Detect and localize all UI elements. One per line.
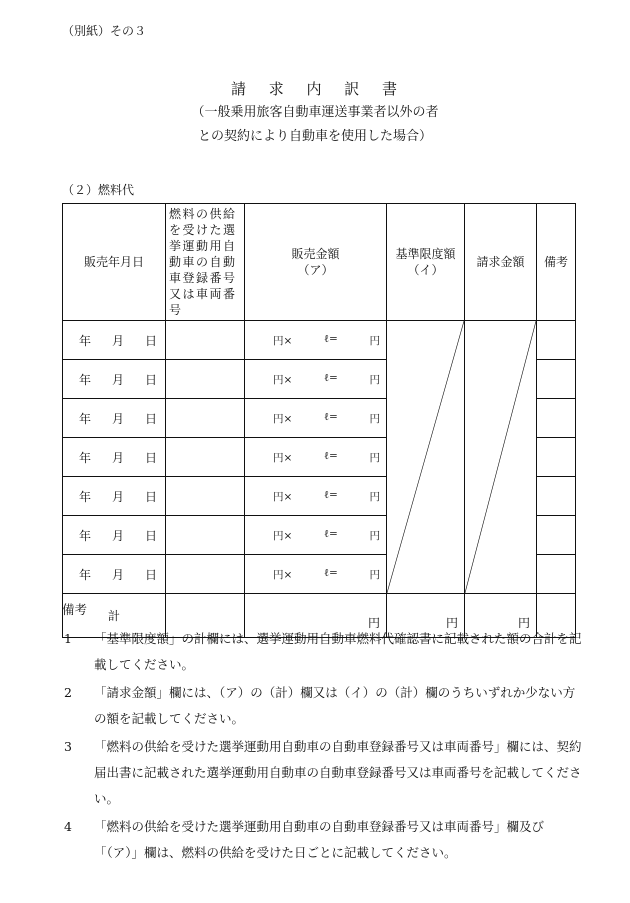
note-item: 3 「燃料の供給を受けた選挙運動用自動車の自動車登録番号又は車両番号」欄には、契約届出書に記載された選挙運動用自動車の自動車登録番号又は車両番号を記載してください。 <box>64 739 582 806</box>
header-sale-amount: 販売金額 （ア） <box>245 204 387 321</box>
sale-amount-cell[interactable]: 円× ℓ= 円 <box>245 399 387 438</box>
header-date: 販売年月日 <box>63 204 166 321</box>
vehicle-number-cell[interactable] <box>166 360 245 399</box>
vehicle-number-cell[interactable] <box>166 477 245 516</box>
remarks-cell[interactable] <box>537 399 576 438</box>
date-cell[interactable]: 年 月 日 <box>63 399 166 438</box>
remarks-cell[interactable] <box>537 321 576 360</box>
vehicle-number-cell[interactable] <box>166 438 245 477</box>
total-standard-limit[interactable]: 円 <box>387 594 465 638</box>
sale-amount-cell[interactable]: 円× ℓ= 円 <box>245 438 387 477</box>
remarks-cell[interactable] <box>537 555 576 594</box>
total-claim-amount[interactable]: 円 <box>465 594 537 638</box>
date-cell[interactable]: 年 月 日 <box>63 360 166 399</box>
date-cell[interactable]: 年 月 日 <box>63 555 166 594</box>
sale-amount-cell[interactable]: 円× ℓ= 円 <box>245 321 387 360</box>
document-title: 請 求 内 訳 書 <box>230 80 400 98</box>
date-cell[interactable]: 年 月 日 <box>63 516 166 555</box>
diagonal-line <box>387 321 464 593</box>
header-standard-limit: 基準限度額 （イ） <box>387 204 465 321</box>
vehicle-number-cell[interactable] <box>166 555 245 594</box>
attachment-label: （別紙）その３ <box>62 24 147 38</box>
date-cell[interactable]: 年 月 日 <box>63 438 166 477</box>
total-sale-amount[interactable]: 円 <box>245 594 387 638</box>
header-vehicle-number: 燃料の供給を受けた選挙運動用自動車の自動車登録番号又は車両番号 <box>166 204 245 321</box>
header-claim-amount: 請求金額 <box>465 204 537 321</box>
note-item: 4 「燃料の供給を受けた選挙運動用自動車の自動車登録番号又は車両番号」欄及び「（ア）」欄は、燃料の供給を受けた日ごとに記載してください。 <box>64 819 545 860</box>
vehicle-number-cell[interactable] <box>166 399 245 438</box>
table-header-row <box>63 204 576 321</box>
vehicle-number-cell[interactable] <box>166 516 245 555</box>
claim-amount-merged-cell <box>465 321 537 594</box>
header-remarks: 備考 <box>537 204 576 321</box>
notes-section <box>62 600 582 868</box>
fuel-cost-table <box>62 203 576 638</box>
sale-amount-cell[interactable]: 円× ℓ= 円 <box>245 477 387 516</box>
subtitle-line-1: （一般乗用旅客自動車運送事業者以外の者 <box>191 105 439 120</box>
note-item: 2 「請求金額」欄には、（ア）の（計）欄又は（イ）の（計）欄のうちいずれか少ない方の額を記載してください。 <box>64 685 576 726</box>
subtitle-line-2: との契約により自動車を使用した場合） <box>197 129 432 144</box>
remarks-cell[interactable] <box>537 477 576 516</box>
diagonal-line <box>465 321 536 593</box>
remarks-cell[interactable] <box>537 360 576 399</box>
date-cell[interactable]: 年 月 日 <box>63 477 166 516</box>
sale-amount-cell[interactable]: 円× ℓ= 円 <box>245 555 387 594</box>
table-row <box>63 321 576 360</box>
notes-heading: 備考 <box>62 602 88 617</box>
vehicle-number-cell[interactable] <box>166 321 245 360</box>
remarks-cell[interactable] <box>537 516 576 555</box>
section-label: （２）燃料代 <box>62 183 135 197</box>
total-label: 計 <box>63 594 166 638</box>
sale-amount-cell[interactable]: 円× ℓ= 円 <box>245 516 387 555</box>
note-item: 1 「基準限度額」の計欄には、選挙運動用自動車燃料代確認書に記載された額の合計を記載してください。 <box>64 631 582 672</box>
remarks-cell[interactable] <box>537 438 576 477</box>
sale-amount-cell[interactable]: 円× ℓ= 円 <box>245 360 387 399</box>
date-cell[interactable]: 年 月 日 <box>63 321 166 360</box>
standard-limit-merged-cell <box>387 321 465 594</box>
